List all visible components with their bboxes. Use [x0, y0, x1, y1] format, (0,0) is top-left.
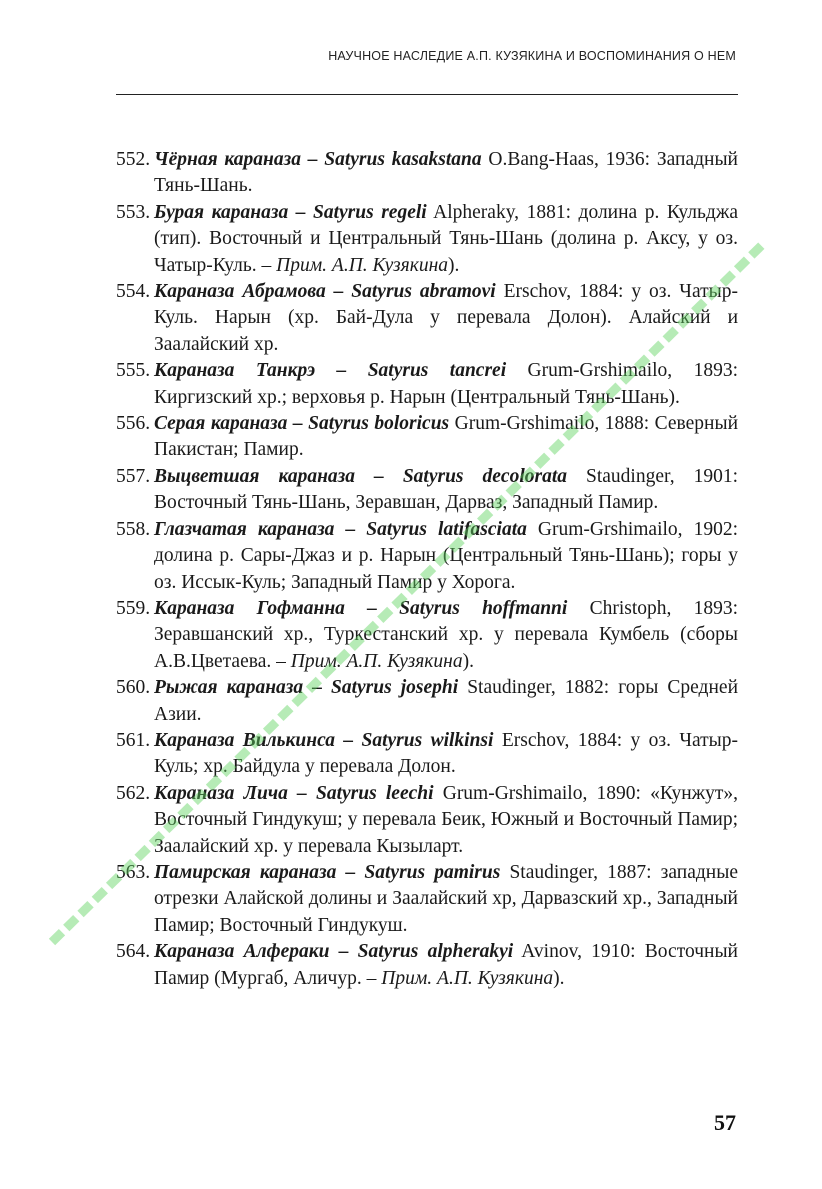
- name-separator: –: [315, 360, 368, 382]
- entry-details: O.Bang-Haas, 1936: Западный Тянь-Шань.: [154, 149, 738, 197]
- entry-number: 561.: [116, 729, 151, 751]
- latin-name: Satyrus abramovi: [351, 281, 496, 303]
- name-separator: –: [287, 413, 309, 435]
- name-separator: –: [287, 782, 316, 804]
- common-name: Караназа Абрамова: [154, 281, 326, 303]
- common-name: Караназа Алфераки: [154, 941, 330, 963]
- entry-number: 558.: [116, 518, 151, 540]
- list-item: [116, 675, 738, 728]
- entry-tail: ).: [448, 254, 460, 276]
- entry-details: Avinov, 1910: Восточный Памир (Мургаб, Аличур. –: [154, 941, 738, 989]
- editor-note: Прим. А.П. Кузякина: [290, 650, 463, 672]
- list-item: [116, 147, 738, 200]
- list-item: [116, 939, 738, 992]
- latin-name: Satyrus alpherakyi: [357, 941, 514, 963]
- entry-details: Christoph, 1893: Зеравшанский хр., Туркестанский хр. у перевала Кумбель (сборы А.В.Цветаева. –: [154, 597, 739, 672]
- name-separator: –: [355, 465, 403, 487]
- latin-name: Satyrus boloricus: [308, 413, 450, 435]
- list-item: [116, 596, 738, 675]
- latin-name: Satyrus wilkinsi: [361, 729, 494, 751]
- common-name: Караназа Гофманна: [154, 597, 345, 619]
- list-item: [116, 728, 738, 781]
- common-name: Караназа Вилькинса: [154, 729, 336, 751]
- entry-number: 555.: [116, 360, 151, 382]
- list-item: [116, 411, 738, 464]
- common-name: Караназа Танкрэ: [154, 360, 316, 382]
- entry-number: 559.: [116, 597, 151, 619]
- entry-number: 562.: [116, 782, 151, 804]
- entry-details: Alpheraky, 1881: долина р. Кульджа (тип). Восточный и Центральный Тянь-Шань (долина р. Аксу, у оз. Чатыр-Куль. –: [154, 201, 738, 276]
- list-item: [116, 464, 738, 517]
- entry-details: Grum-Grshimailo, 1893: Киргизский хр.; верховья р. Нарын (Центральный Тянь-Шань).: [154, 360, 738, 408]
- header-rule: [116, 94, 738, 95]
- entry-details: Grum-Grshimailo, 1902: долина р. Сары-Джаз и р. Нарын (Центральный Тянь-Шань); горы у оз. Иссык-Куль; Западный Памир у Хорога.: [154, 518, 738, 593]
- entry-details: Staudinger, 1901: Восточный Тянь-Шань, Зеравшан, Дарваз, Западный Памир.: [154, 465, 739, 514]
- entry-number: 560.: [116, 677, 151, 699]
- entry-tail: ).: [462, 650, 474, 672]
- entry-number: 557.: [116, 465, 151, 487]
- latin-name: Satyrus regeli: [313, 201, 427, 223]
- list-item: [116, 517, 738, 596]
- latin-name: Satyrus latifasciata: [366, 518, 527, 540]
- list-item: [116, 279, 738, 358]
- name-separator: –: [329, 941, 358, 963]
- latin-name: Satyrus josephi: [331, 677, 459, 699]
- name-separator: –: [325, 281, 352, 303]
- entry-number: 563.: [116, 861, 151, 883]
- common-name: Выцветшая караназа: [154, 465, 356, 487]
- editor-note: Прим. А.П. Кузякина: [381, 967, 554, 989]
- editor-note: Прим. А.П. Кузякина: [276, 254, 448, 276]
- name-separator: –: [288, 201, 313, 223]
- name-separator: –: [303, 677, 331, 699]
- entry-number: 564.: [116, 941, 151, 963]
- name-separator: –: [336, 861, 365, 883]
- entry-number: 554.: [116, 281, 151, 303]
- entry-details: Grum-Grshimailo, 1890: «Кунжут», Восточный Гиндукуш; у перевала Беик, Южный и Восточный Памир; Заалайский хр. у перевала Кызыларт.: [154, 782, 738, 857]
- latin-name: Satyrus hoffmanni: [399, 597, 568, 619]
- name-separator: –: [344, 597, 400, 619]
- list-item: [116, 358, 738, 411]
- running-head: НАУЧНОЕ НАСЛЕДИЕ А.П. КУЗЯКИНА И ВОСПОМИНАНИЯ О НЕМ: [328, 49, 736, 63]
- entry-number: 552.: [116, 149, 151, 170]
- latin-name: Satyrus tancrei: [367, 360, 507, 382]
- species-list: [116, 147, 738, 992]
- list-item: [116, 860, 738, 939]
- list-item: [116, 781, 738, 860]
- list-item: [116, 200, 738, 279]
- entry-tail: ).: [553, 967, 565, 989]
- common-name: Чёрная караназа: [154, 149, 301, 170]
- name-separator: –: [335, 729, 362, 751]
- entry-number: 553.: [116, 201, 151, 223]
- common-name: Бурая караназа: [154, 201, 289, 223]
- entry-number: 556.: [116, 413, 151, 435]
- entry-details: Erschov, 1884: у оз. Чатыр-Куль. Нарын (хр. Бай-Дула у перевала Долон). Алайский и Заалайский хр.: [154, 281, 738, 355]
- latin-name: Satyrus leechi: [315, 782, 434, 804]
- common-name: Серая караназа: [154, 413, 288, 435]
- entry-details: Erschov, 1884: у оз. Чатыр-Куль; хр. Байдула у перевала Долон.: [154, 729, 739, 778]
- entry-details: Staudinger, 1887: западные отрезки Алайской долины и Заалайский хр, Дарвазский хр., Западный Памир; Восточный Гиндукуш.: [154, 861, 738, 936]
- latin-name: Satyrus kasakstana: [324, 149, 482, 170]
- common-name: Глазчатая караназа: [154, 518, 335, 540]
- common-name: Памирская караназа: [154, 861, 337, 883]
- entry-details: Staudinger, 1882: горы Средней Азии.: [154, 677, 739, 725]
- page-number: 57: [714, 1110, 736, 1135]
- entry-details: Grum-Grshimailo, 1888: Северный Пакистан; Памир.: [154, 413, 739, 461]
- common-name: Рыжая караназа: [154, 677, 304, 699]
- latin-name: Satyrus decolorata: [402, 465, 567, 487]
- latin-name: Satyrus pamirus: [364, 861, 501, 883]
- common-name: Караназа Лича: [154, 782, 288, 804]
- name-separator: –: [300, 149, 325, 170]
- name-separator: –: [334, 518, 367, 540]
